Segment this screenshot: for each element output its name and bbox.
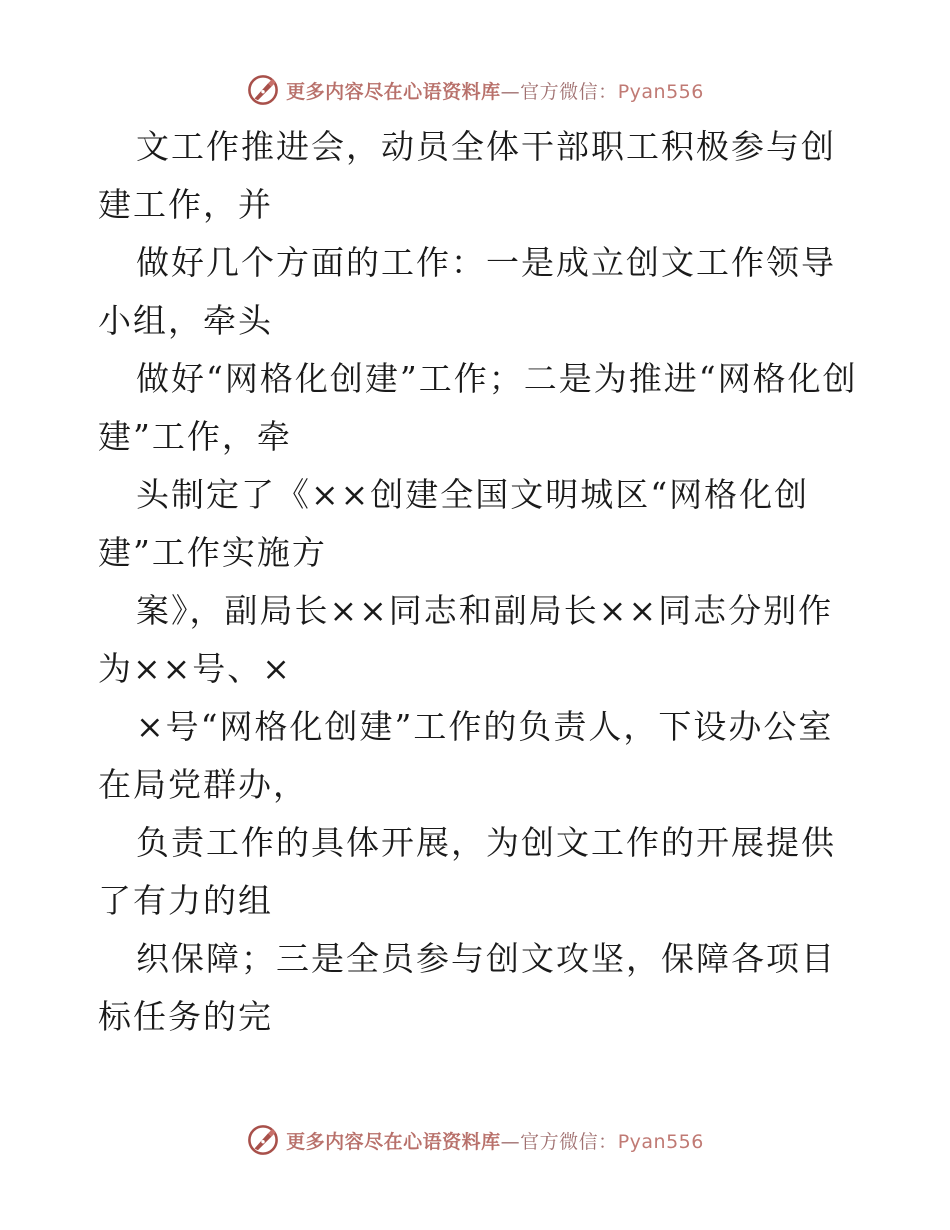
watermark-label: 官方微信： (520, 80, 618, 103)
footer-watermark (0, 1120, 950, 1160)
watermark-account: Pyan556 (617, 1130, 704, 1153)
paragraph-7: 负责工作的具体开展，为创文工作的开展提供了有力的组 (98, 823, 836, 920)
watermark-text (286, 1127, 704, 1154)
paragraph-5: 案》，副局长××同志和副局长××同志分别作为××号、× (98, 591, 834, 688)
pen-nib-seal-icon (246, 73, 280, 107)
paragraph-4: 头制定了《××创建全国文明城区“网格化创建”工作实施方 (98, 475, 810, 572)
header-watermark (0, 70, 950, 110)
paragraph-2: 做好几个方面的工作：一是成立创文工作领导小组，牵头 (98, 243, 836, 340)
watermark-dash: — (500, 80, 521, 103)
watermark-account: Pyan556 (617, 80, 704, 103)
pen-nib-seal-icon (246, 1123, 280, 1157)
paragraph-3: 做好“网格化创建”工作；二是为推进“网格化创建”工作，牵 (98, 359, 858, 456)
paragraph-8: 织保障；三是全员参与创文攻坚，保障各项目标任务的完 (98, 939, 836, 1036)
watermark-brand: 更多内容尽在心语资料库 (286, 1130, 501, 1153)
document-body (98, 118, 858, 1046)
paragraph-1: 文工作推进会，动员全体干部职工积极参与创建工作，并 (98, 127, 836, 224)
watermark-dash: — (500, 1130, 521, 1153)
watermark-text (286, 77, 704, 104)
watermark-brand: 更多内容尽在心语资料库 (286, 80, 501, 103)
paragraph-6: ×号“网格化创建”工作的负责人，下设办公室在局党群办， (98, 707, 834, 804)
watermark-label: 官方微信： (520, 1130, 618, 1153)
